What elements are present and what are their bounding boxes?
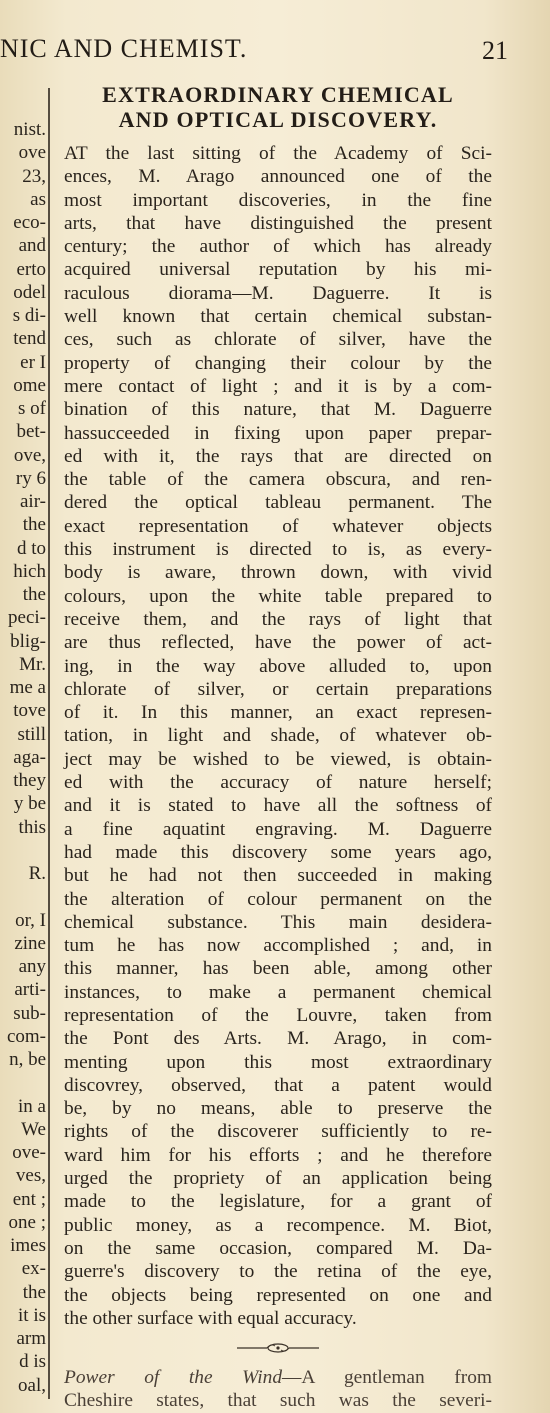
body-line: tum he has now accomplished ; and, in [64, 935, 492, 957]
body-line: but he had not then succeeded in making [64, 865, 492, 887]
body-line: colours, upon the white table prepared to [64, 585, 492, 607]
body-line: a fine aquatint engraving. M. Daguerre [64, 818, 492, 840]
left-column-line: y be [13, 793, 46, 815]
article [64, 82, 492, 1413]
headline-line-2: AND OPTICAL DISCOVERY. [118, 107, 438, 132]
body-line: bination of this nature, that M. Daguerre [64, 399, 492, 421]
left-column-line: ry 6 [15, 467, 46, 489]
body-line: are thus reflected, have the power of act- [64, 632, 492, 654]
body-line: dered the optical tableau permanent. The [64, 492, 492, 514]
body-line: rights of the discoverer sufficiently to re- [64, 1121, 492, 1143]
left-column-line: d to [16, 537, 46, 559]
left-column-line: com- [6, 1025, 46, 1047]
body-line: the alteration of colour permanent on the [64, 888, 492, 910]
left-column-line: the [22, 1281, 46, 1303]
left-column-line: any [18, 956, 46, 977]
body-line: guerre's discovery to the retina of the eye, [64, 1261, 492, 1283]
body-line: had made this discovery some years ago, [64, 841, 492, 863]
body-line: menting upon this most extraordinary [64, 1051, 492, 1073]
body-line: well known that certain chemical substan- [64, 306, 492, 328]
body-line: instances, to make a permanent chemical [64, 981, 492, 1003]
body-line: mere contact of light ; and it is by a com- [64, 375, 492, 397]
left-column-line: they [13, 770, 46, 791]
left-column-line: imes [10, 1235, 46, 1256]
body-line: ject may be wished to be viewed, is obtain- [64, 748, 492, 770]
left-column-line: We [21, 1118, 46, 1140]
left-column-line: ex- [21, 1258, 46, 1280]
body-line: of it. In this manner, an exact represen- [64, 702, 492, 724]
left-column-line: still [17, 723, 46, 745]
body-line: and it is stated to have all the softness of [64, 795, 492, 817]
run-in-title: Power of the Wind [64, 1367, 283, 1389]
left-column-line: the [22, 514, 46, 536]
ornament-divider-icon [64, 1340, 492, 1360]
article-headline [64, 82, 492, 132]
running-head: NIC AND CHEMIST. [0, 34, 248, 63]
body-line: this manner, has been able, among other [64, 958, 492, 980]
headline-line-1: EXTRAORDINARY CHEMICAL [102, 82, 454, 107]
left-column-line: d is [19, 1351, 46, 1373]
body-line: the table of the camera obscura, and ren- [64, 469, 492, 491]
left-column-line: this [18, 816, 46, 838]
body-line: be, by no means, able to preserve the [64, 1098, 492, 1120]
left-column-line: ove [18, 142, 46, 164]
body-line: the other surface with equal accuracy. [64, 1307, 357, 1329]
left-column-line: arti- [14, 979, 46, 1001]
left-column-line: oal, [18, 1374, 46, 1396]
left-column-line: erto [16, 258, 46, 280]
body-line: representation of the Louvre, taken from [64, 1004, 492, 1026]
left-column-line: ove, [13, 444, 46, 466]
next-item-line-2: Cheshire states, that such was the severi- [64, 1390, 492, 1412]
body-line: receive them, and the rays of light that [64, 608, 492, 630]
body-line: most important discoveries, in the fine [64, 189, 492, 211]
body-line: this instrument is directed to is, as every- [64, 539, 492, 561]
left-column-line: bet- [16, 421, 46, 443]
left-column-line: me a [9, 677, 46, 698]
page-number: 21 [482, 36, 508, 65]
body-line: chlorate of silver, or certain preparations [64, 678, 492, 700]
body-line: century; the author of which has already [64, 236, 492, 258]
left-column-line: ome [13, 374, 46, 396]
left-column-line: tove [13, 700, 46, 722]
body-line: arts, that have distinguished the present [64, 212, 492, 234]
page-header [0, 28, 550, 78]
body-line: acquired universal reputation by his mi- [64, 259, 492, 281]
body-line: AT the last sitting of the Academy of Sci- [64, 143, 492, 164]
left-column-line: the [22, 584, 46, 605]
body-line: public money, as a recompence. M. Biot, [64, 1214, 492, 1236]
body-line: ces, such as chlorate of silver, have the [64, 329, 492, 351]
left-column-line: s of [18, 398, 46, 419]
left-column-line: in a [18, 1095, 46, 1117]
left-column-line: peci- [8, 607, 46, 629]
left-column-line: eco- [13, 212, 46, 233]
left-column-line: R. [28, 863, 46, 884]
left-column-line: ves, [15, 1165, 46, 1187]
next-item-line-1 [64, 1366, 492, 1389]
left-column-line: s di- [12, 305, 46, 326]
left-column-line: blig- [10, 630, 46, 652]
left-column-line: aga- [13, 746, 46, 768]
left-column-line: 23, [22, 165, 46, 187]
left-column-line: it is [18, 1304, 46, 1326]
left-column-line: arm [16, 1328, 46, 1349]
body-line: on the same occasion, compared M. Da- [64, 1237, 492, 1259]
article-body [64, 142, 492, 1330]
left-column-line: n, be [9, 1049, 46, 1070]
left-column-fragment [0, 118, 46, 1399]
left-column-line: hich [13, 560, 46, 582]
left-column-line: one ; [8, 1211, 46, 1233]
left-column-line: zine [14, 932, 46, 954]
next-article-start [64, 1366, 492, 1413]
body-line: property of changing their colour by the [64, 352, 492, 374]
left-column-line: ove- [12, 1142, 46, 1163]
body-line: ed with the accuracy of nature herself; [64, 772, 492, 794]
body-line: ences, M. Arago announced one of the [64, 166, 492, 188]
body-line: ed with it, the rays that are directed on [64, 445, 492, 467]
body-line: ward him for his efforts ; and he therefore [64, 1144, 492, 1166]
body-line: the Pont des Arts. M. Arago, in com- [64, 1028, 492, 1050]
body-line: tation, in light and shade, of whatever ob- [64, 725, 492, 747]
body-line: chemical substance. This main desidera- [64, 911, 492, 933]
body-line: hassucceeded in fixing upon paper prepar- [64, 422, 492, 444]
left-column-line: odel [13, 281, 46, 303]
left-column-line: er I [20, 351, 46, 373]
body-line: raculous diorama—M. Daguerre. It is [64, 282, 492, 304]
left-column-line: tend [13, 328, 46, 350]
column-rule [48, 88, 50, 1399]
body-line: the objects being represented on one and [64, 1284, 492, 1306]
body-line: body is aware, thrown down, with vivid [64, 562, 492, 584]
body-line: made to the legislature, for a grant of [64, 1191, 492, 1213]
left-column-line: sub- [13, 1002, 46, 1024]
left-column-line: or, I [15, 909, 46, 931]
left-column-line: and [18, 235, 46, 257]
left-column-line: air- [20, 491, 46, 512]
body-line: ing, in the way above alluded to, upon [64, 655, 492, 677]
next-item-line-1-rest: —A gentleman from [282, 1367, 492, 1389]
body-line: discovrey, observed, that a patent would [64, 1074, 492, 1096]
body-line: exact representation of whatever objects [64, 515, 492, 537]
left-column-line: as [30, 188, 46, 210]
body-line: urged the propriety of an application being [64, 1168, 492, 1190]
left-column-line: ent ; [12, 1188, 46, 1210]
left-column-line: nist. [13, 119, 46, 140]
left-column-line: Mr. [19, 653, 46, 675]
